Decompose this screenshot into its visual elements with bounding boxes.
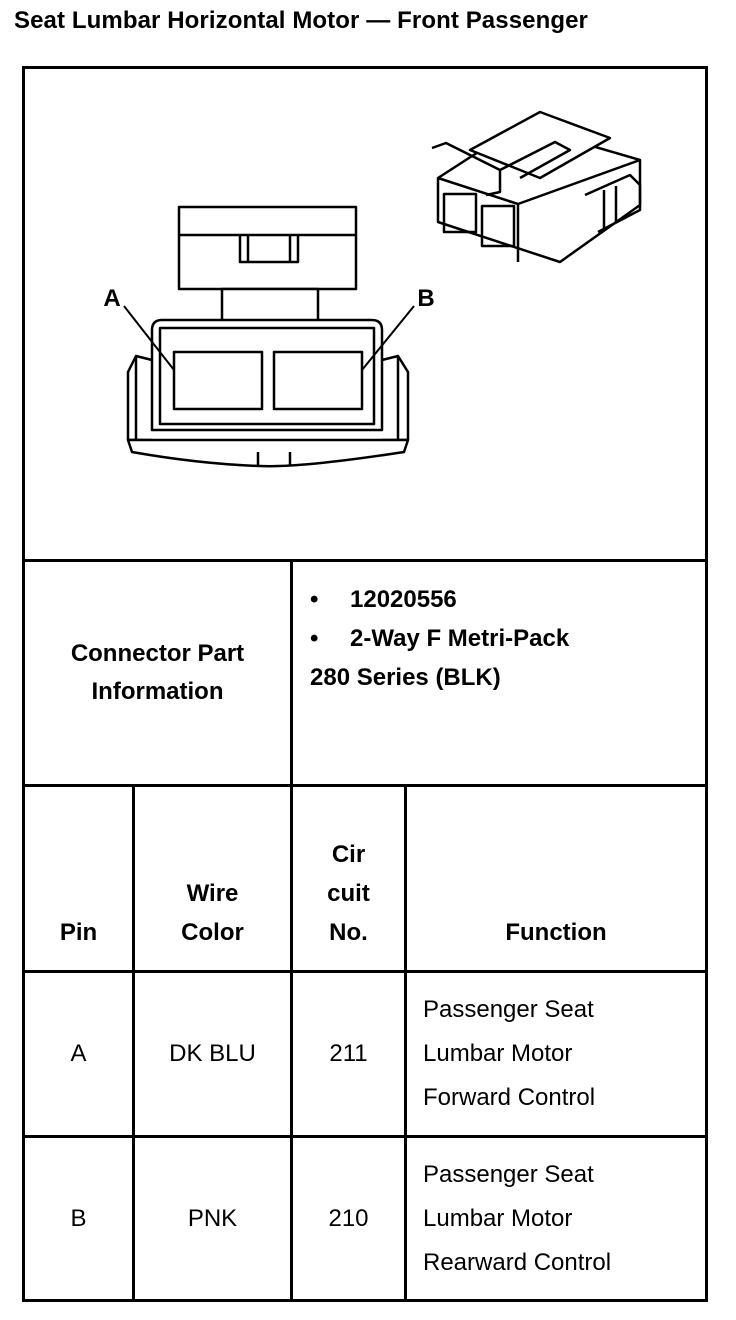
part-description-line1: 2-Way F Metri-Pack [350, 625, 570, 652]
part-number: 12020556 [350, 586, 457, 613]
row-b-circuit: 210 [328, 1204, 369, 1232]
connector-info-label [25, 562, 290, 784]
connector-iso-drawing [432, 112, 640, 262]
row-a-wire-color: DK BLU [169, 1040, 256, 1067]
row-a-function: Passenger Seat Lumbar Motor Forward Control [423, 996, 596, 1111]
connector-info-label-line2: Information [91, 678, 224, 705]
connector-info-label-line1: Connector Part [70, 640, 245, 667]
part-description-item [310, 619, 569, 658]
header-function: Function [505, 919, 607, 946]
page-title: Seat Lumbar Horizontal Motor — Front Passenger [14, 7, 589, 34]
row-b-pin: B [70, 1204, 87, 1232]
pin-label-a: A [103, 285, 121, 312]
header-circuit-number: Cir cuit No. [327, 841, 370, 946]
header-pin: Pin [59, 919, 98, 946]
row-a-pin: A [70, 1040, 87, 1067]
header-wire-color: Wire Color [181, 880, 244, 946]
connector-face-drawing [124, 207, 414, 466]
row-b-wire-color: PNK [187, 1204, 238, 1232]
row-a-circuit: 211 [329, 1040, 368, 1067]
pin-label-b: B [417, 285, 435, 312]
connector-diagram [0, 0, 736, 560]
divider-parts-column [290, 559, 293, 787]
bullet-icon: • [310, 625, 319, 652]
part-description-line2: 280 Series (BLK) [310, 664, 501, 691]
bullet-icon: • [310, 586, 319, 613]
connector-part-details [310, 580, 569, 697]
row-b-function: Passenger Seat Lumbar Motor Rearward Control [423, 1160, 612, 1276]
part-number-item [310, 580, 569, 619]
